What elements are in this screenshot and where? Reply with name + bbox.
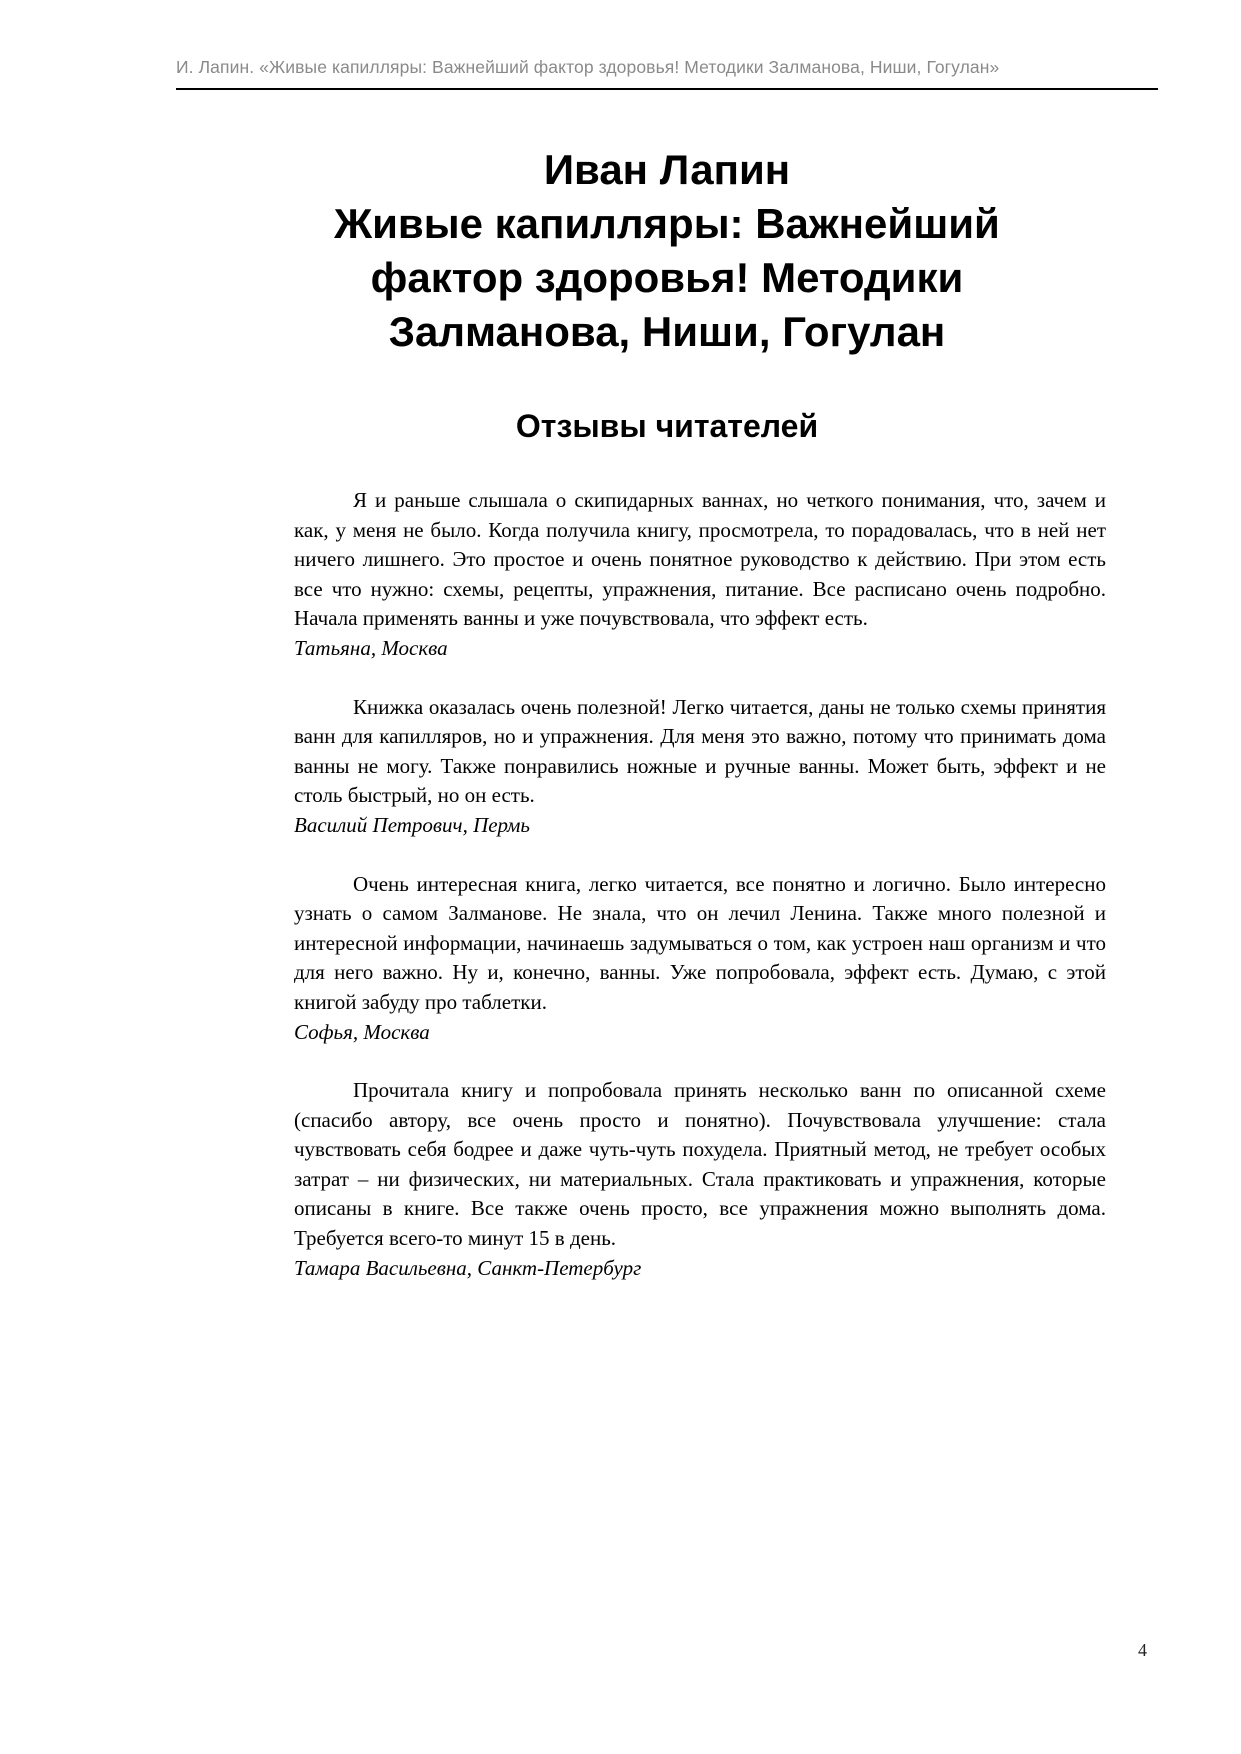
review-text: Я и раньше слышала о скипидарных ваннах, но четкого понимания, что, зачем и как, у меня не было. Когда получила книгу, просмотрела, то порадовалась, что в ней нет ничего лишнего. Это простое и очень понятное руководство к действию. При этом есть все что нужно: схемы, рецепты, упражнения, питание. Все расписано очень подробно. Начала применять ванны и уже почувствовала, что эффект есть. bbox=[294, 488, 1106, 631]
book-title-block bbox=[176, 143, 1158, 359]
review-author: Василий Петрович, Пермь bbox=[294, 812, 530, 837]
review-text: Прочитала книгу и попробовала принять несколько ванн по описанной схеме (спасибо автору, все очень просто и понятно). Почувствовала улучшение: стала чувствовать себя бодрее и даже чуть-чуть похудела. Приятный метод, не требует особых затрат – ни физических, ни материальных. Стала практиковать и упражнения, которые описаны в книге. Все также очень просто, все упражнения можно выполнять дома. Требуется всего-то минут 15 в день. bbox=[294, 1078, 1106, 1251]
running-header: И. Лапин. «Живые капилляры: Важнейший фактор здоровья! Методики Залманова, Ниши, Гогулан» bbox=[176, 57, 1000, 77]
review-item bbox=[294, 1076, 1106, 1283]
reviews-list bbox=[294, 486, 1106, 1312]
header-divider bbox=[176, 88, 1158, 90]
book-title-line-1: Живые капилляры: Важнейший bbox=[334, 200, 1000, 247]
review-author: Софья, Москва bbox=[294, 1019, 430, 1044]
review-author: Тамара Васильевна, Санкт-Петербург bbox=[294, 1255, 642, 1280]
review-item bbox=[294, 870, 1106, 1048]
review-text: Очень интересная книга, легко читается, все понятно и логично. Было интересно узнать о самом Залманове. Не знала, что он лечил Ленина. Также много полезной и интересной информации, начинаешь задумываться о том, как устроен наш организм и что для него важно. Ну и, конечно, ванны. Уже попробовала, эффект есть. Думаю, с этой книгой забуду про таблетки. bbox=[294, 871, 1106, 1014]
book-author: Иван Лапин bbox=[543, 146, 791, 193]
review-text: Книжка оказалась очень полезной! Легко читается, даны не только схемы принятия ванн для капилляров, но и упражнения. Для меня это важно, потому что принимать дома ванны не могу. Также понравились ножные и ручные ванны. Может быть, эффект и не столь быстрый, но он есть. bbox=[294, 694, 1106, 808]
review-item bbox=[294, 693, 1106, 841]
book-title-line-2: фактор здоровья! Методики bbox=[370, 254, 964, 301]
page-number: 4 bbox=[1138, 1640, 1147, 1660]
review-author: Татьяна, Москва bbox=[294, 635, 448, 660]
book-title-line-3: Залманова, Ниши, Гогулан bbox=[388, 308, 946, 355]
review-item bbox=[294, 486, 1106, 664]
section-title: Отзывы читателей bbox=[515, 408, 819, 444]
